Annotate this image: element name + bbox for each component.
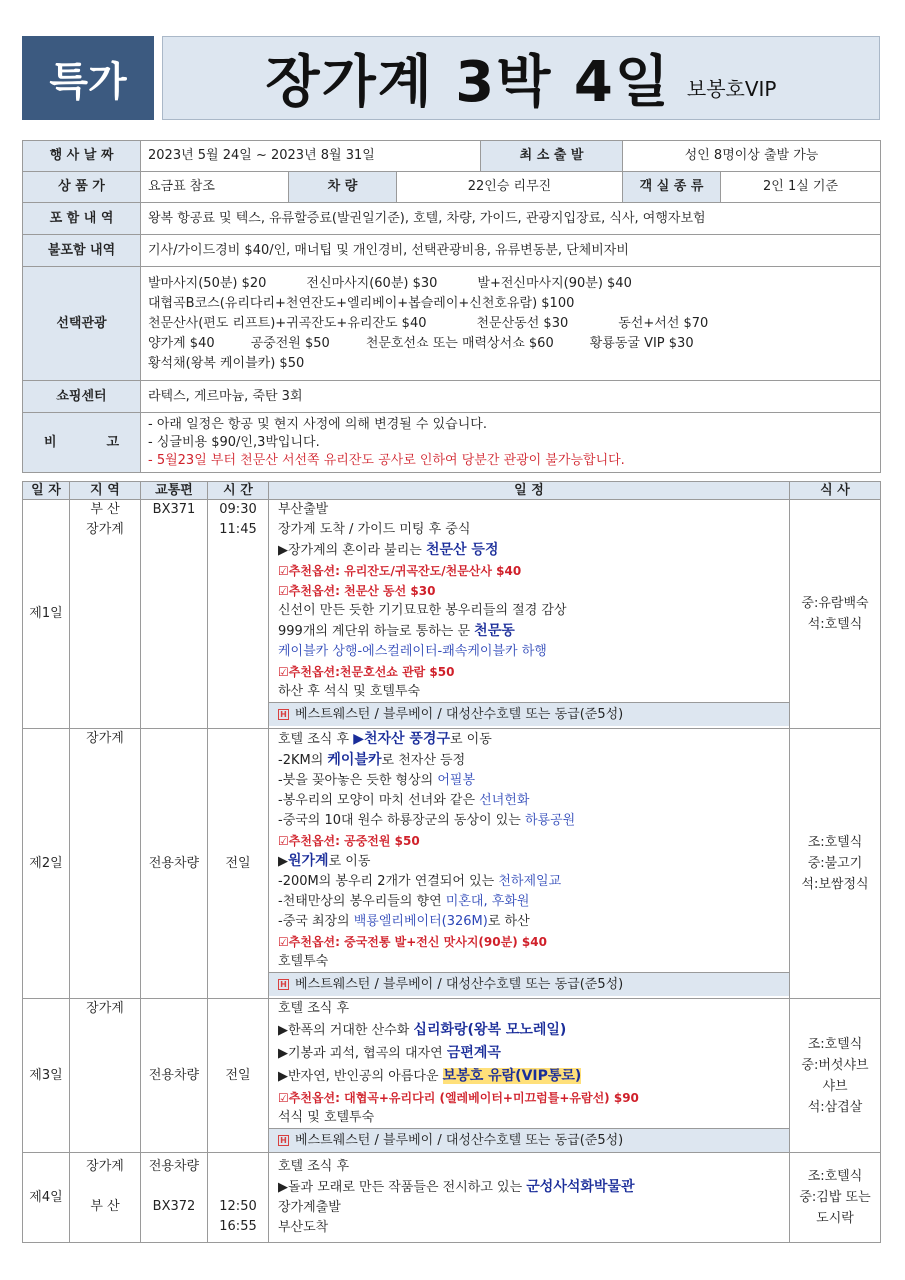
program-line: 장가계 도착 / 가이드 미팅 후 중식 <box>278 522 471 537</box>
hotel-text: 베스트웨스턴 / 블루베이 / 대성산수호텔 또는 동급(준5성) <box>295 707 624 722</box>
program-text: 로 천자산 등정 <box>381 753 466 768</box>
meal: 석:호텔식 <box>807 617 863 632</box>
option-item: 공중전원 $50 <box>250 335 330 351</box>
program-cell <box>269 999 790 1153</box>
attraction: 선녀헌화 <box>479 793 530 808</box>
program-line: 케이블카 상행-에스컬레이터-쾌속케이블카 하행 <box>278 644 547 659</box>
day-row <box>23 1153 881 1243</box>
option-item: 동선+서선 $70 <box>618 315 709 331</box>
room-label: 객 실 종 류 <box>623 172 721 203</box>
highlight-attraction: 십리화랑(왕복 모노레일) <box>413 1022 567 1038</box>
note-label-2: 고 <box>106 434 120 450</box>
region-cell <box>70 1153 141 1243</box>
day-row <box>23 729 881 999</box>
transport: BX371 <box>141 500 208 729</box>
notes-list <box>141 413 881 473</box>
incl-value: 왕복 항공료 및 텍스, 유류할증료(발권일기준), 호텔, 차량, 가이드, 관광지입장료, 식사, 여행자보험 <box>141 203 881 235</box>
program-line <box>278 729 789 750</box>
time: 16:55 <box>219 1219 257 1234</box>
options-line-4 <box>148 334 873 354</box>
program-line <box>278 872 789 892</box>
highlight-attraction: 천문산 등정 <box>425 542 499 558</box>
time: 12:50 <box>219 1199 257 1214</box>
attraction: 어필봉 <box>437 773 476 788</box>
program-line <box>278 851 789 872</box>
dates-label: 행 사 날 짜 <box>23 141 141 172</box>
attraction: 하룡공원 <box>524 813 576 828</box>
option-item: 황룡동굴 VIP $30 <box>589 335 694 351</box>
note-item-warning: - 5월23일 부터 천문산 서선쪽 유리잔도 공사로 인하여 당분간 관광이 불가능합니다. <box>148 452 625 468</box>
highlight-attraction: 금편계곡 <box>446 1045 501 1061</box>
highlight-attraction: 군성사석화박물관 <box>526 1179 635 1195</box>
meal-cell <box>790 999 881 1153</box>
page-header <box>22 36 880 120</box>
meal: 중:김밥 또는 <box>799 1190 871 1205</box>
region: 장가계 <box>86 1159 124 1174</box>
program-text: 로 이동 <box>328 854 371 869</box>
hotel-text: 베스트웨스턴 / 블루베이 / 대성산수호텔 또는 동급(준5성) <box>295 977 624 992</box>
program-line: 석식 및 호텔투숙 <box>278 1110 375 1125</box>
option-item: 천문산사(편도 리프트)+귀곡잔도+유리잔도 $40 <box>148 315 427 331</box>
price-label: 상 품 가 <box>23 172 141 203</box>
col-transport: 교통편 <box>141 482 208 500</box>
triangle-right-icon: ▶ <box>278 854 288 869</box>
meal: 조:호텔식 <box>807 835 863 850</box>
program-text: -봉우리의 모양이 마치 선녀와 같은 <box>278 793 480 808</box>
transport: 전용차량 <box>141 999 208 1153</box>
program-line: 신선이 만든 듯한 기기묘묘한 봉우리들의 절경 감상 <box>278 603 567 618</box>
time-cell <box>208 500 269 729</box>
region: 장가계 <box>70 729 141 999</box>
program-text: -중국의 10대 원수 하룡장군의 동상이 있는 <box>278 813 525 828</box>
program-text: ▶반자연, 반인공의 아름다운 <box>278 1069 443 1084</box>
min-value: 성인 8명이상 출발 가능 <box>623 141 881 172</box>
meal: 석:보쌈정식 <box>801 877 869 892</box>
highlight-attraction: ▶천자산 풍경구 <box>353 731 450 747</box>
attraction: 백룡엘리베이터(326M) <box>353 914 488 929</box>
meal: 중:불고기 <box>807 856 863 871</box>
program-text: 999개의 계단위 하늘로 통하는 문 <box>278 624 475 639</box>
program-text: ▶기봉과 괴석, 협곡의 대자연 <box>278 1046 447 1061</box>
program-line <box>278 750 789 771</box>
hotel-h-icon: H <box>278 1135 289 1146</box>
option-item: 천문산동선 $30 <box>476 315 569 331</box>
info-table <box>22 140 881 473</box>
note-item: - 싱글비용 $90/인,3박입니다. <box>148 434 320 450</box>
meal: 샤브 <box>822 1078 848 1094</box>
program-text: ▶한폭의 거대한 산수화 <box>278 1023 414 1038</box>
options-label: 선택관광 <box>23 267 141 381</box>
incl-label: 포 함 내 역 <box>23 203 141 235</box>
program-line: 하산 후 석식 및 호텔투숙 <box>278 684 421 699</box>
program-line <box>278 1177 789 1198</box>
meal: 조:호텔식 <box>807 1036 863 1052</box>
price-value: 요금표 참조 <box>141 172 289 203</box>
title-box <box>162 36 880 120</box>
dates-value: 2023년 5월 24일 ~ 2023년 8월 31일 <box>141 141 481 172</box>
col-time: 시 간 <box>208 482 269 500</box>
option-item: 양가계 $40 <box>148 335 215 351</box>
attraction: 천하제일교 <box>498 874 562 889</box>
program-line: 장가계출발 <box>278 1200 341 1215</box>
meal: 중:버섯샤브 <box>801 1057 869 1073</box>
program-text: ▶돌과 모래로 만든 작품들은 전시하고 있는 <box>278 1180 527 1195</box>
highlight-attraction: 원가계 <box>288 853 329 869</box>
meal: 조:호텔식 <box>807 1169 863 1184</box>
meal: 중:유람백숙 <box>801 596 869 611</box>
program-text: ▶장가계의 혼이라 불리는 <box>278 543 426 558</box>
page-title: 장가계 3박 4일 <box>265 50 671 115</box>
note-label-1: 비 <box>43 434 57 450</box>
day-label: 제3일 <box>23 999 70 1153</box>
day-row <box>23 999 881 1153</box>
region: 장가계 <box>70 999 141 1153</box>
meal-cell <box>790 729 881 999</box>
hotel-line <box>269 702 789 726</box>
program-text: -200M의 봉우리 2개가 연결되어 있는 <box>278 874 499 889</box>
note-label <box>23 413 141 473</box>
program-line: 호텔 조식 후 <box>278 1001 350 1016</box>
meal-cell <box>790 1153 881 1243</box>
car-value: 22인승 리무진 <box>397 172 623 203</box>
program-text: 로 하산 <box>487 914 530 929</box>
option-line: ☑추천옵션:천문호선쇼 관람 $50 <box>278 665 455 679</box>
program-cell <box>269 1153 790 1243</box>
program-line <box>278 540 789 561</box>
program-line: 부산도착 <box>278 1220 329 1235</box>
option-line: ☑추천옵션: 대협곡+유리다리 (엘레베이터+미끄럼틀+유람선) $90 <box>278 1091 639 1105</box>
option-line: ☑추천옵션: 천문산 동선 $30 <box>278 584 436 598</box>
program-line <box>278 1042 789 1065</box>
program-line <box>278 1019 789 1042</box>
region: 부 산 <box>90 1199 120 1214</box>
col-program: 일 정 <box>269 482 790 500</box>
meal: 도시락 <box>816 1211 854 1226</box>
excl-value: 기사/가이드경비 $40/인, 매너팁 및 개인경비, 선택관광비용, 유류변동분, 단체비자비 <box>141 235 881 267</box>
program-cell <box>269 729 790 999</box>
program-line <box>278 1065 789 1088</box>
program-text: 호텔 조식 후 <box>278 732 354 747</box>
program-line: 호텔투숙 <box>278 954 329 969</box>
option-line: ☑추천옵션: 유리잔도/귀곡잔도/천문산사 $40 <box>278 564 522 578</box>
region: 장가계 <box>86 522 124 537</box>
program-line <box>278 892 789 912</box>
transport: BX372 <box>152 1199 196 1214</box>
attraction: 미혼대, 후화원 <box>445 894 530 909</box>
hotel-h-icon: H <box>278 709 289 720</box>
time-cell <box>208 1153 269 1243</box>
program-line: 부산출발 <box>278 502 329 517</box>
room-value: 2인 1실 기준 <box>721 172 881 203</box>
car-label: 차 량 <box>289 172 397 203</box>
options-list <box>141 267 881 381</box>
day-row <box>23 500 881 729</box>
transport: 전용차량 <box>148 1159 200 1174</box>
highlight-attraction: 천문동 <box>474 623 515 639</box>
region: 부 산 <box>90 502 120 517</box>
shop-label: 쇼핑센터 <box>23 381 141 413</box>
program-line <box>278 791 789 811</box>
hotel-line <box>269 1128 789 1152</box>
special-badge: 특가 <box>22 36 154 120</box>
day-label: 제2일 <box>23 729 70 999</box>
time: 전일 <box>208 729 269 999</box>
transport-cell <box>141 1153 208 1243</box>
program-line <box>278 621 789 642</box>
highlight-attraction: 케이블카 <box>327 752 382 768</box>
meal: 석:삼겹살 <box>807 1099 863 1115</box>
transport: 전용차량 <box>141 729 208 999</box>
hotel-line <box>269 972 789 996</box>
option-line: ☑추천옵션: 중국전통 발+전신 맛사지(90분) $40 <box>278 935 547 949</box>
program-text: -천태만상의 봉우리들의 향연 <box>278 894 446 909</box>
col-meal: 식 사 <box>790 482 881 500</box>
program-text: -2KM의 <box>278 753 328 768</box>
program-text: 로 이동 <box>449 732 492 747</box>
time: 전일 <box>208 999 269 1153</box>
option-line: ☑추천옵션: 공중전원 $50 <box>278 834 420 848</box>
day-label: 제1일 <box>23 500 70 729</box>
program-line <box>278 811 789 831</box>
note-item: - 아래 일정은 항공 및 현지 사정에 의해 변경될 수 있습니다. <box>148 416 487 432</box>
time: 09:30 <box>219 502 257 517</box>
hotel-text: 베스트웨스턴 / 블루베이 / 대성산수호텔 또는 동급(준5성) <box>295 1133 624 1148</box>
shop-value: 라텍스, 게르마늄, 죽탄 3회 <box>141 381 881 413</box>
col-region: 지 역 <box>70 482 141 500</box>
schedule-table <box>22 481 881 1243</box>
col-day: 일 자 <box>23 482 70 500</box>
options-line-5: 황석채(왕복 케이블카) $50 <box>148 355 305 371</box>
option-item: 전신마사지(60분) $30 <box>306 275 438 291</box>
option-item: 발마사지(50분) $20 <box>148 275 267 291</box>
option-item: 발+전신마사지(90분) $40 <box>477 275 632 291</box>
day-label: 제4일 <box>23 1153 70 1243</box>
program-text: -붓을 꽂아놓은 듯한 형상의 <box>278 773 438 788</box>
program-line <box>278 912 789 932</box>
excl-label: 불포함 내역 <box>23 235 141 267</box>
options-line-1 <box>148 274 873 294</box>
options-line-3 <box>148 314 873 334</box>
page-subtitle: 보봉호VIP <box>686 76 777 101</box>
program-cell <box>269 500 790 729</box>
program-line: 호텔 조식 후 <box>278 1159 350 1174</box>
option-item: 천문호선쇼 또는 매력상서쇼 $60 <box>365 335 554 351</box>
meal-cell <box>790 500 881 729</box>
program-line <box>278 771 789 791</box>
program-text: -중국 최장의 <box>278 914 354 929</box>
time: 11:45 <box>219 522 257 537</box>
region-cell <box>70 500 141 729</box>
highlight-attraction: 보봉호 유람(VIP통로) <box>442 1068 582 1084</box>
options-line-2: 대협곡B코스(유리다리+천연잔도+엘리베이+봅슬레이+신천호유람) $100 <box>148 295 575 311</box>
hotel-h-icon: H <box>278 979 289 990</box>
min-label: 최 소 출 발 <box>481 141 623 172</box>
